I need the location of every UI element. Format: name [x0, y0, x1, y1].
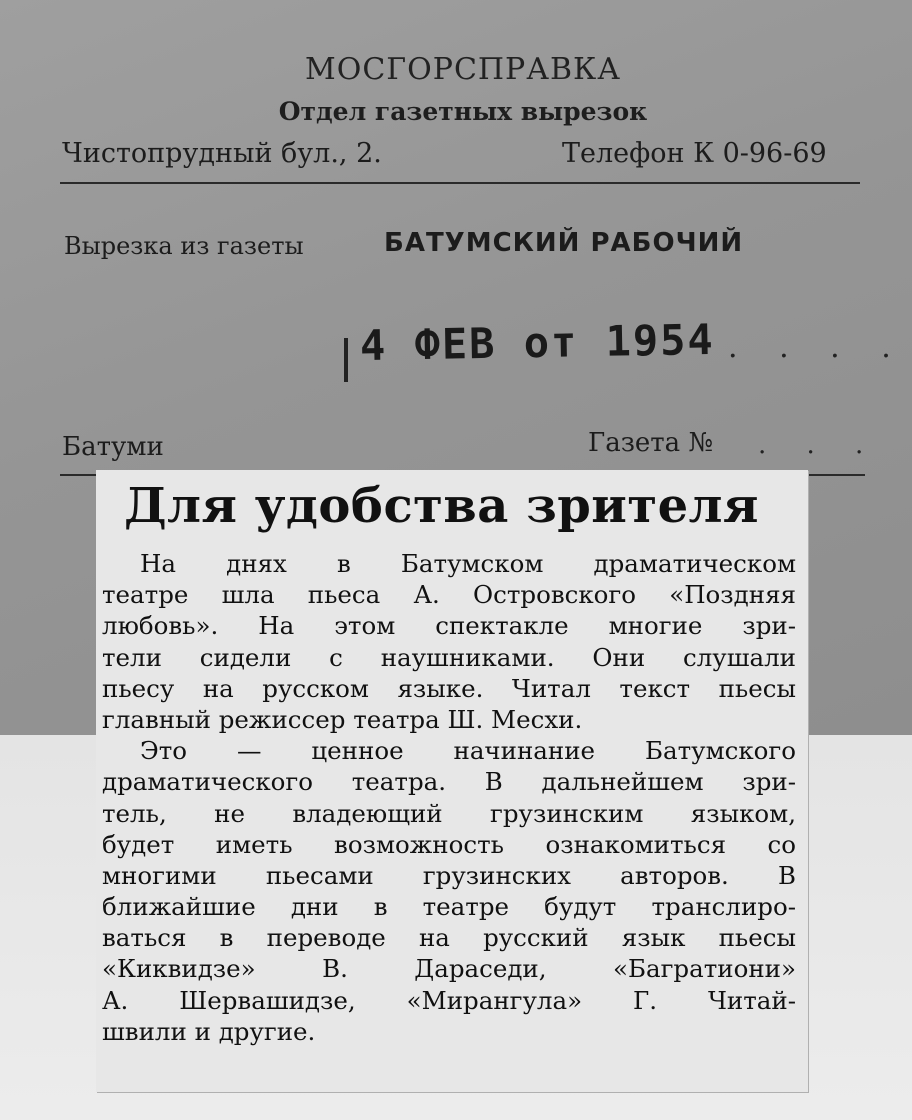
article-line: тели сидели с наушниками. Они слушали — [102, 642, 796, 672]
clip-source-label: Вырезка из газеты — [64, 232, 304, 260]
article-line: Это — ценное начинание Батумского — [140, 736, 796, 766]
article-line: «Киквидзе» В. Дараседи, «Багратиони» — [102, 954, 796, 984]
article-line: главный режиссер театра Ш. Месхи. — [102, 704, 583, 734]
article-line: многими пьесами грузинских авторов. В — [102, 860, 796, 890]
article-line: тель, не владеющий грузинским языком, — [102, 798, 796, 828]
date-stamp: 4 ФЕВ от 1954 — [359, 314, 716, 371]
phone-text: Телефон К 0-96-69 — [562, 138, 827, 169]
article-line: драматического театра. В дальнейшем зри- — [102, 767, 796, 797]
article-line: ваться в переводе на русский язык пьесы — [102, 923, 796, 953]
article-line: На днях в Батумском драматическом — [140, 549, 796, 578]
article-line: будет иметь возможность ознакомиться со — [102, 829, 796, 859]
newspaper-name: БАТУМСКИЙ РАБОЧИЙ — [384, 228, 744, 258]
address-text: Чистопрудный бул., 2. — [62, 138, 382, 169]
article-line: пьесу на русском языке. Читал текст пьесы — [102, 673, 796, 703]
organization-name: МОСГОРСПРАВКА — [305, 52, 621, 87]
article-line: швили и другие. — [102, 1016, 316, 1046]
article-body — [102, 548, 796, 1047]
article-line: ближайшие дни в театре будут транслиро- — [102, 892, 796, 922]
department-name: Отдел газетных вырезок — [278, 97, 648, 126]
gazeta-number-dots: . . . — [758, 430, 880, 460]
date-dots: . . . . — [728, 330, 907, 365]
stamp-mark — [344, 338, 348, 382]
newspaper-clipping — [96, 470, 808, 1092]
article-line: любовь». На этом спектакле многие зри- — [102, 611, 796, 641]
article-line: театре шла пьеса А. Островского «Поздняя — [102, 580, 796, 610]
article-headline: Для удобства зрителя — [124, 478, 759, 534]
gazeta-number-label: Газета № — [588, 428, 714, 458]
article-line: А. Шервашидзе, «Мирангула» Г. Читай- — [102, 985, 796, 1015]
city-text: Батуми — [62, 432, 164, 462]
header-divider — [60, 182, 860, 184]
